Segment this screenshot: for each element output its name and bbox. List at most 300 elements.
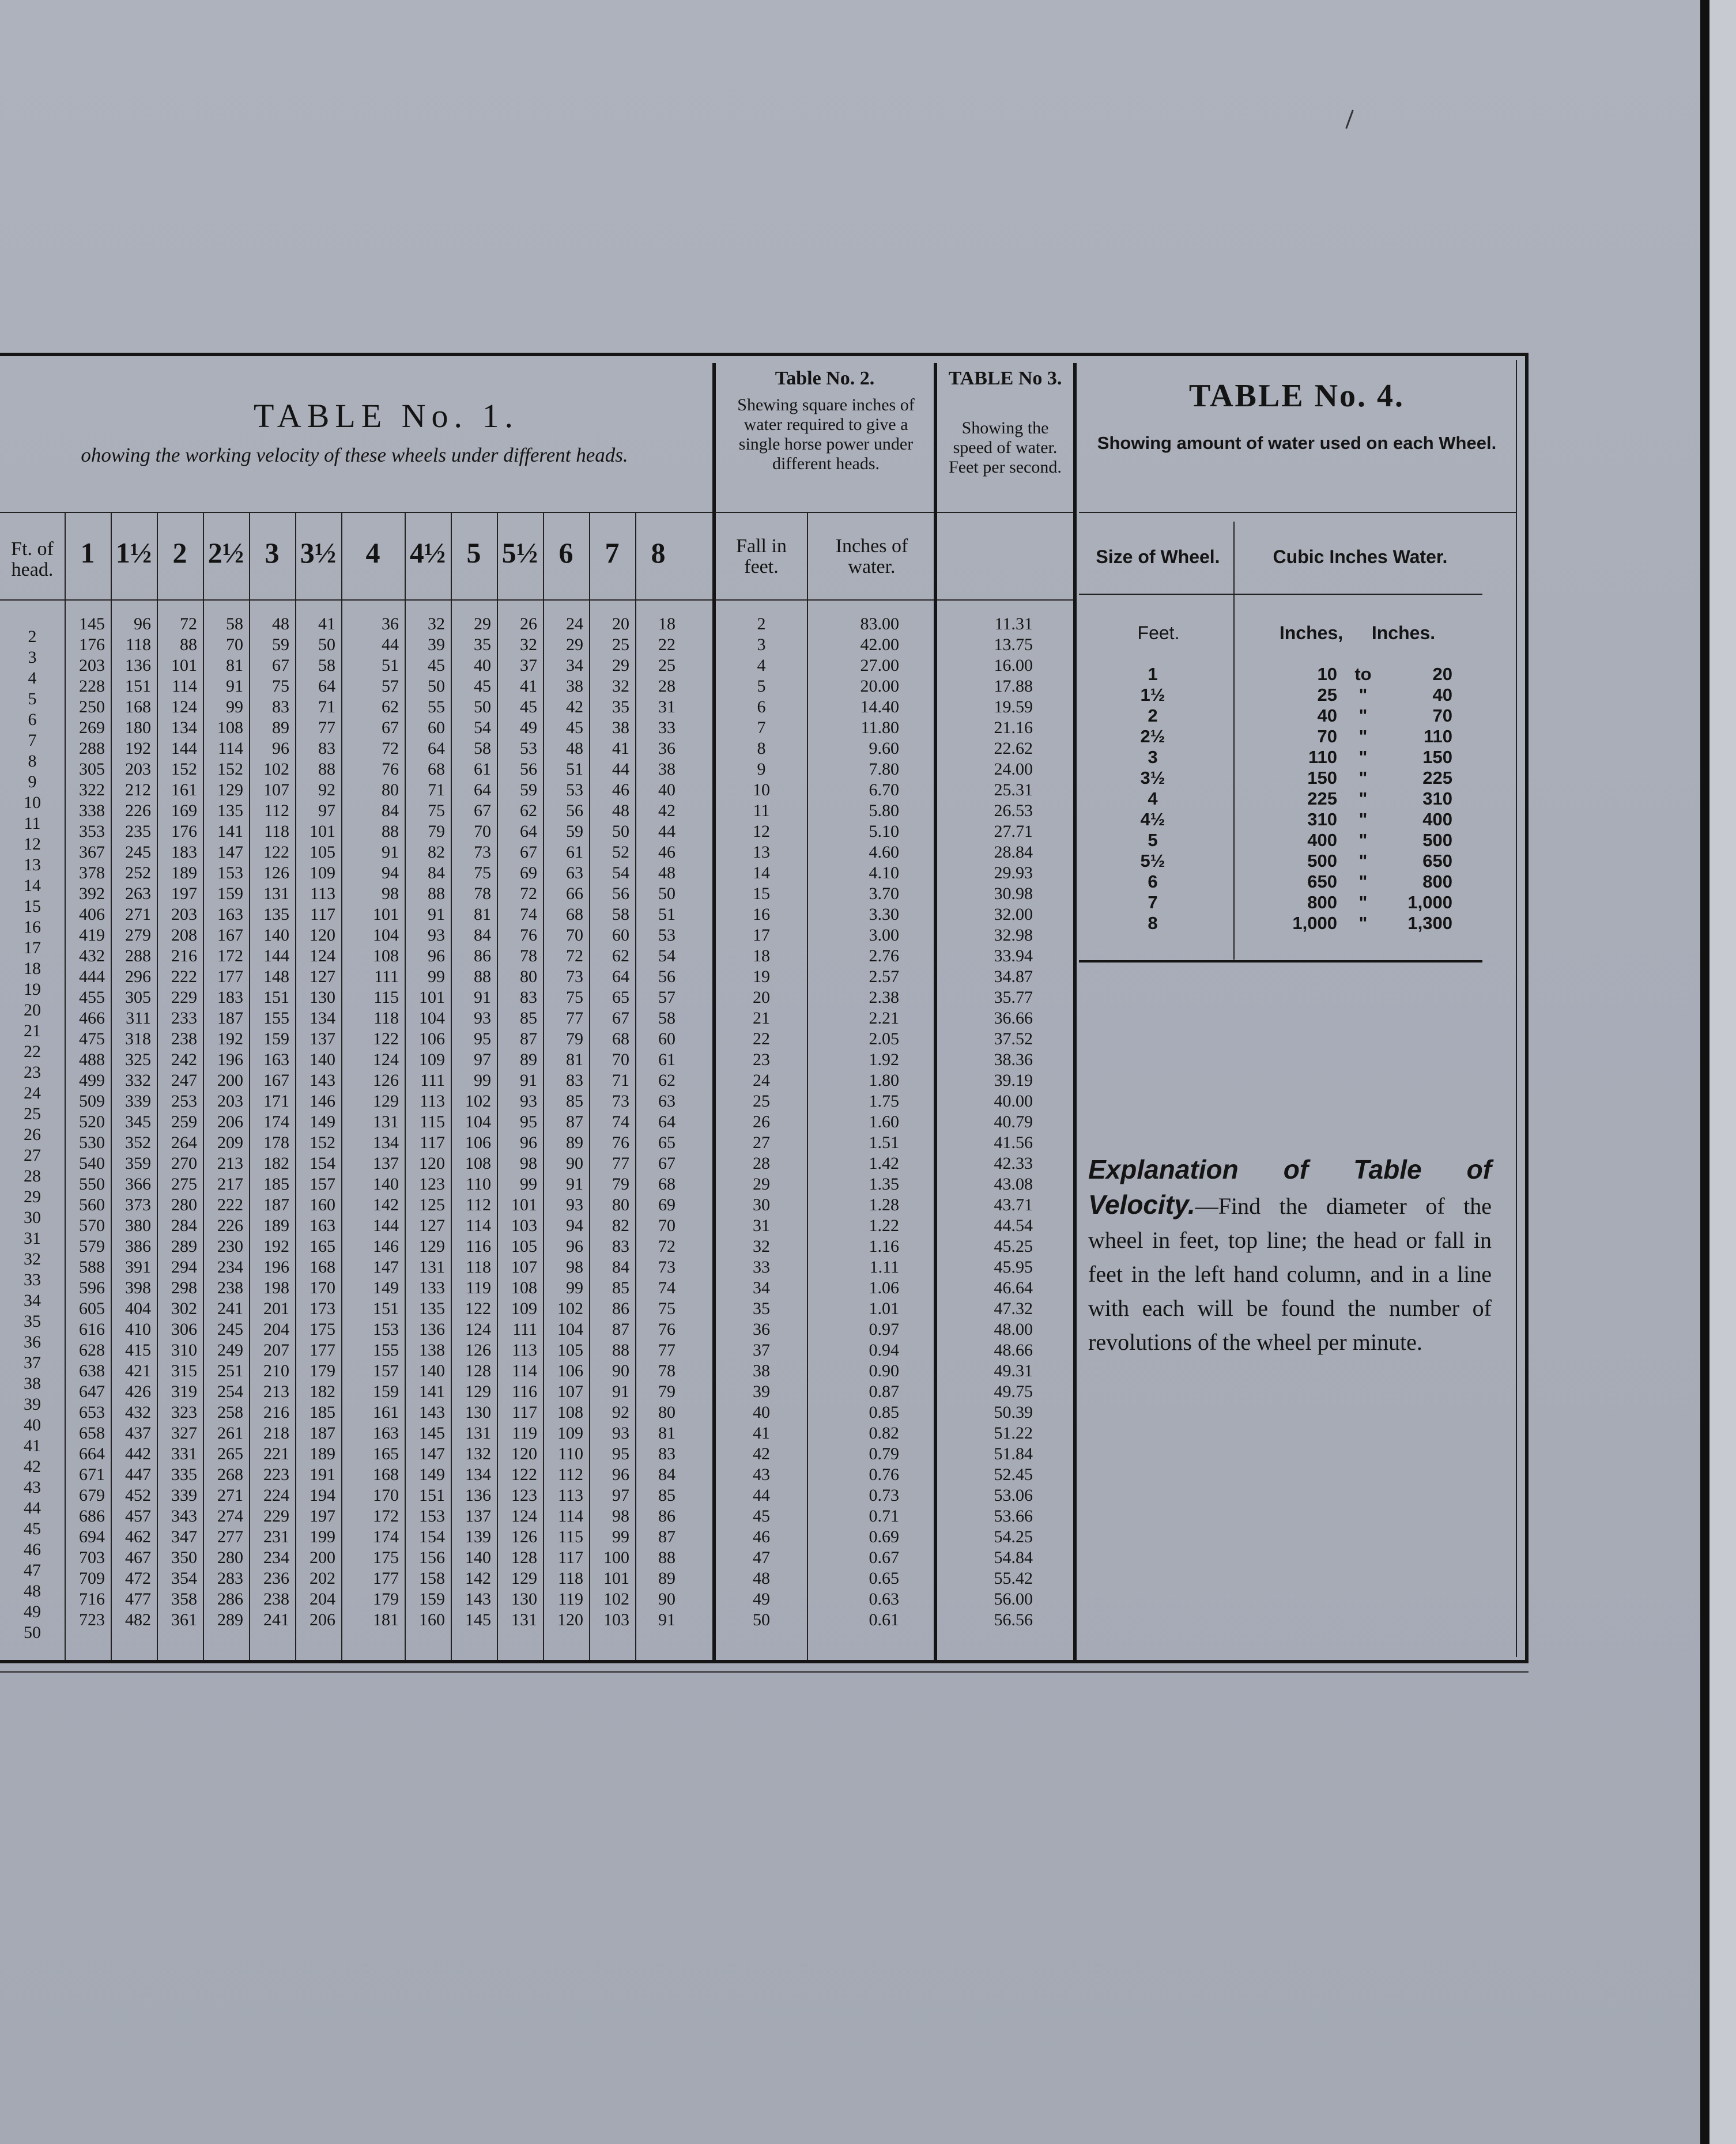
table1-cell: 131: [511, 1610, 537, 1629]
table1-cell: 203: [217, 1092, 243, 1111]
table3-description: Showing the speed of water. Feet per second.: [949, 418, 1062, 477]
table1-cell: 447: [125, 1465, 151, 1484]
table1-cell: 68: [658, 1175, 675, 1194]
table1-cell: 189: [263, 1216, 289, 1235]
table1-cell: 153: [419, 1507, 445, 1526]
table1-cell: 406: [79, 905, 105, 924]
table1-cell: 361: [171, 1610, 197, 1629]
table1-cell: 213: [263, 1382, 289, 1401]
table1-cell: 210: [263, 1361, 289, 1380]
table4-separator: ": [1358, 871, 1368, 892]
table3-speed-cell: 52.45: [994, 1465, 1033, 1484]
table1-cell: 241: [263, 1610, 289, 1629]
table1-head-value: 19: [24, 980, 41, 999]
table2-inches-cell: 1.11: [869, 1258, 899, 1277]
table1-cell: 305: [79, 760, 105, 779]
table2-fall-cell: 10: [753, 780, 770, 799]
table1-cell: 163: [310, 1216, 335, 1235]
table1-cell: 85: [612, 1278, 629, 1297]
frame-right-inner-rule: [1516, 360, 1517, 1657]
table1-cell: 378: [79, 863, 105, 882]
table1-cell: 230: [217, 1237, 243, 1256]
table1-cell: 77: [612, 1154, 629, 1173]
table1-cell: 18: [658, 614, 675, 633]
table1-cell: 104: [373, 926, 399, 945]
table1-cell: 71: [428, 780, 445, 799]
table1-cell: 123: [419, 1175, 445, 1194]
table1-cell: 95: [520, 1112, 537, 1131]
table1-cell: 91: [566, 1175, 583, 1194]
t2-rule: [807, 512, 808, 1660]
table1-cell: 67: [474, 801, 491, 820]
table1-cell: 51: [566, 760, 583, 779]
table2-fall-cell: 15: [753, 884, 770, 903]
table4-separator: ": [1358, 809, 1368, 829]
table1-cell: 134: [310, 1009, 335, 1028]
table1-cell: 140: [373, 1175, 399, 1194]
page-fold-shadow: [1700, 0, 1709, 2144]
table1-cell: 323: [171, 1403, 197, 1422]
table1-cell: 638: [79, 1361, 105, 1380]
table1-cell: 216: [263, 1403, 289, 1422]
table1-cell: 48: [566, 739, 583, 758]
table1-cell: 116: [512, 1382, 537, 1401]
table3-speed-cell: 48.00: [994, 1320, 1033, 1339]
table1-cell: 298: [171, 1278, 197, 1297]
table1-head-value: 17: [24, 938, 41, 957]
table1-cell: 66: [566, 884, 583, 903]
table3-speed-cell: 54.84: [994, 1548, 1033, 1567]
table1-cell: 442: [125, 1444, 151, 1463]
table1-cell: 200: [217, 1071, 243, 1090]
t1-header-rule: [0, 512, 712, 513]
table1-cell: 236: [263, 1569, 289, 1588]
table1-cell: 477: [125, 1590, 151, 1609]
table1-cell: 144: [373, 1216, 399, 1235]
table1-cell: 159: [263, 1029, 289, 1048]
table1-cell: 64: [658, 1112, 675, 1131]
table1-cell: 50: [474, 697, 491, 716]
table1-cell: 338: [79, 801, 105, 820]
table3-speed-cell: 34.87: [994, 967, 1033, 986]
table1-cell: 72: [566, 946, 583, 965]
table1-cell: 283: [217, 1569, 243, 1588]
table1-head-value: 23: [24, 1063, 41, 1082]
table2-inches-cell: 0.90: [869, 1361, 899, 1380]
frame-bottom-rule: [0, 1660, 1529, 1663]
table2-inches-cell: 1.01: [869, 1299, 899, 1318]
table1-cell: 196: [217, 1050, 243, 1069]
table1-cell: 114: [558, 1507, 583, 1526]
table1-head-value: 21: [24, 1021, 41, 1040]
table1-cell: 76: [658, 1320, 675, 1339]
table2-inches-cell: 1.92: [869, 1050, 899, 1069]
table1-cell: 96: [520, 1133, 537, 1152]
table1-subtitle: ohowing the working velocity of these wheels under different heads.: [81, 444, 628, 466]
page-edge: [1709, 0, 1736, 2144]
table1-cell: 176: [79, 635, 105, 654]
table3-speed-cell: 19.59: [994, 697, 1033, 716]
table1-cell: 96: [134, 614, 151, 633]
table1-cell: 75: [658, 1299, 675, 1318]
table1-cell: 288: [79, 739, 105, 758]
table2-inches-cell: 4.60: [869, 843, 899, 862]
table1-cell: 117: [310, 905, 335, 924]
table1-cell: 53: [520, 739, 537, 758]
table1-cell: 88: [428, 884, 445, 903]
table1-cell: 143: [465, 1590, 491, 1609]
table1-cell: 206: [217, 1112, 243, 1131]
table3-speed-cell: 45.95: [994, 1258, 1033, 1277]
t1-colhead-rule: [0, 599, 712, 601]
table1-cell: 96: [272, 739, 289, 758]
table1-cell: 258: [217, 1403, 243, 1422]
table1-cell: 664: [79, 1444, 105, 1463]
table1-cell: 64: [520, 822, 537, 841]
table3-speed-cell: 56.56: [994, 1610, 1033, 1629]
table1-cell: 234: [263, 1548, 289, 1567]
table3-speed-cell: 44.54: [994, 1216, 1033, 1235]
table1-cell: 54: [658, 946, 675, 965]
table1-cell: 98: [612, 1507, 629, 1526]
table3-speed-cell: 33.94: [994, 946, 1033, 965]
table1-cell: 238: [263, 1590, 289, 1609]
table1-cell: 71: [612, 1071, 629, 1090]
table1-cell: 70: [226, 635, 243, 654]
table1-cell: 83: [520, 988, 537, 1007]
table1-cell: 71: [318, 697, 335, 716]
table1-cell: 98: [520, 1154, 537, 1173]
table1-cell: 332: [125, 1071, 151, 1090]
table1-cell: 93: [612, 1424, 629, 1443]
table2-fall-cell: 34: [753, 1278, 770, 1297]
table1-cell: 119: [558, 1590, 583, 1609]
table1-cell: 119: [512, 1424, 537, 1443]
table1-cell: 106: [419, 1029, 445, 1048]
table4-to-cell: 20: [1432, 664, 1452, 684]
table2-fall-cell: 40: [753, 1403, 770, 1422]
table1-cell: 106: [557, 1361, 583, 1380]
table2-fall-cell: 6: [757, 697, 766, 716]
table1-cell: 50: [612, 822, 629, 841]
table4-separator: ": [1358, 913, 1368, 933]
table4-unit-inches-from: Inches,: [1279, 622, 1343, 643]
table1-cell: 222: [217, 1195, 243, 1214]
table1-cell: 192: [263, 1237, 289, 1256]
table1-cell: 107: [557, 1382, 583, 1401]
table1-cell: 29: [474, 614, 491, 633]
table2-fall-cell: 29: [753, 1175, 770, 1194]
table1-cell: 118: [558, 1569, 583, 1588]
table1-cell: 64: [318, 677, 335, 696]
table1-cell: 352: [125, 1133, 151, 1152]
table1-cell: 658: [79, 1424, 105, 1443]
table3-speed-cell: 30.98: [994, 884, 1033, 903]
table1-cell: 141: [217, 822, 243, 841]
table1-cell: 78: [520, 946, 537, 965]
table1-cell: 120: [310, 926, 335, 945]
table1-cell: 120: [511, 1444, 537, 1463]
table1-cell: 202: [310, 1569, 335, 1588]
table2-inches-cell: 5.10: [869, 822, 899, 841]
table1-head-value: 47: [24, 1561, 41, 1580]
table2-inches-cell: 0.67: [869, 1548, 899, 1567]
table1-cell: 50: [318, 635, 335, 654]
table1-cell: 32: [612, 677, 629, 696]
table1-cell: 127: [310, 967, 335, 986]
table4-separator: ": [1358, 788, 1368, 809]
table3-speed-cell: 51.84: [994, 1444, 1033, 1463]
table1-cell: 74: [612, 1112, 629, 1131]
table1-cell: 444: [79, 967, 105, 986]
table1-cell: 93: [566, 1195, 583, 1214]
table1-cell: 716: [79, 1590, 105, 1609]
table1-cell: 305: [125, 988, 151, 1007]
table1-cell: 145: [419, 1424, 445, 1443]
table1-cell: 89: [566, 1133, 583, 1152]
table1-cell: 136: [465, 1486, 491, 1505]
table1-cell: 64: [612, 967, 629, 986]
table1-cell: 118: [126, 635, 151, 654]
table2-description: Shewing square inches of water required to give a single horse power under different heads.: [737, 395, 915, 473]
table1-cell: 51: [382, 656, 399, 675]
table1-cell: 111: [374, 967, 399, 986]
table1-cell: 172: [373, 1507, 399, 1526]
table1-cell: 155: [263, 1009, 289, 1028]
table3-speed-cell: 11.31: [994, 614, 1033, 633]
table4-separator: ": [1358, 726, 1368, 746]
table1-cell: 242: [171, 1050, 197, 1069]
table1-cell: 123: [511, 1486, 537, 1505]
table1-cell: 124: [465, 1320, 491, 1339]
table1-cell: 122: [511, 1465, 537, 1484]
explanation-body: —Find the diameter of the wheel in feet, top line; the head or fall in feet in the left hand column, and in a line with each will be found the number of revolutions of the wheel per minute.: [1088, 1193, 1492, 1355]
table1-cell: 86: [658, 1507, 675, 1526]
table1-cell: 168: [373, 1465, 399, 1484]
table1-cell: 114: [466, 1216, 491, 1235]
table1-cell: 294: [171, 1258, 197, 1277]
table1-cell: 96: [428, 946, 445, 965]
table1-cell: 140: [310, 1050, 335, 1069]
table1-cell: 306: [171, 1320, 197, 1339]
table1-cell: 179: [373, 1590, 399, 1609]
table1-cell: 311: [126, 1009, 151, 1028]
table1-cell: 113: [310, 884, 335, 903]
table1-cell: 343: [171, 1507, 197, 1526]
table2-fall-cell: 23: [753, 1050, 770, 1069]
table1-cell: 58: [474, 739, 491, 758]
table1-cell: 105: [310, 843, 335, 862]
table1-cell: 270: [171, 1154, 197, 1173]
table1-cell: 183: [171, 843, 197, 862]
table2-fall-cell: 36: [753, 1320, 770, 1339]
table1-cell: 70: [566, 926, 583, 945]
table1-cell: 327: [171, 1424, 197, 1443]
table1-cell: 113: [512, 1341, 537, 1360]
table1-cell: 157: [373, 1361, 399, 1380]
table1-cell: 274: [217, 1507, 243, 1526]
table1-cell: 29: [612, 656, 629, 675]
table1-cell: 128: [511, 1548, 537, 1567]
table1-cell: 126: [511, 1527, 537, 1546]
table1-cell: 224: [263, 1486, 289, 1505]
table1-head-value: 24: [24, 1084, 41, 1103]
table1-wheel-size-header: 8: [651, 537, 666, 569]
table2-fall-cell: 8: [757, 739, 766, 758]
table1-cell: 90: [612, 1361, 629, 1380]
table1-cell: 62: [382, 697, 399, 716]
table4-to-cell: 800: [1422, 871, 1452, 892]
table1-head-value: 9: [28, 772, 37, 791]
table1-cell: 70: [474, 822, 491, 841]
table1-cell: 488: [79, 1050, 105, 1069]
table1-cell: 50: [428, 677, 445, 696]
table1-cell: 72: [382, 739, 399, 758]
table2-inches-cell: 0.73: [869, 1486, 899, 1505]
table1-cell: 238: [217, 1278, 243, 1297]
table1-cell: 88: [180, 635, 197, 654]
table1-cell: 80: [612, 1195, 629, 1214]
table1-wheel-size-header: 4½: [409, 537, 446, 569]
table1-cell: 83: [612, 1237, 629, 1256]
table1-cell: 88: [382, 822, 399, 841]
table1-cell: 120: [557, 1610, 583, 1629]
table1-head-value: 11: [24, 814, 41, 833]
table1-cell: 159: [419, 1590, 445, 1609]
table1-cell: 32: [520, 635, 537, 654]
table1-cell: 163: [373, 1424, 399, 1443]
table4-from-cell: 1,000: [1292, 913, 1337, 933]
t1-rule: [451, 512, 452, 1660]
table1-cell: 160: [419, 1610, 445, 1629]
table1-cell: 20: [612, 614, 629, 633]
table4-from-cell: 650: [1307, 871, 1337, 892]
table1-cell: 48: [272, 614, 289, 633]
table1-cell: 109: [419, 1050, 445, 1069]
frame-right-rule: [1525, 353, 1529, 1663]
table1-cell: 94: [382, 863, 399, 882]
table1-cell: 335: [171, 1465, 197, 1484]
table4-separator: ": [1358, 705, 1368, 726]
table4-separator: ": [1358, 851, 1368, 871]
table1-cell: 187: [310, 1424, 335, 1443]
t1-rule: [497, 512, 498, 1660]
table2-fall-cell: 9: [757, 760, 766, 779]
table1-cell: 163: [263, 1050, 289, 1069]
table2-fall-cell: 19: [753, 967, 770, 986]
table1-cell: 509: [79, 1092, 105, 1111]
table1-cell: 142: [465, 1569, 491, 1588]
t1-rule: [405, 512, 406, 1660]
table1-cell: 95: [474, 1029, 491, 1048]
table1-cell: 104: [465, 1112, 491, 1131]
table1-cell: 331: [171, 1444, 197, 1463]
table1-cell: 129: [511, 1569, 537, 1588]
table2-inches-cell: 2.21: [869, 1009, 899, 1028]
table1-cell: 60: [658, 1029, 675, 1048]
table1-cell: 250: [79, 697, 105, 716]
t1-rule: [249, 512, 250, 1660]
table1-cell: 296: [125, 967, 151, 986]
table1-cell: 709: [79, 1569, 105, 1588]
table2-fall-cell: 20: [753, 988, 770, 1007]
t1-rule: [157, 512, 158, 1660]
table1-cell: 74: [658, 1278, 675, 1297]
table1-wheel-size-header: 1½: [115, 537, 152, 569]
table3-speed-cell: 42.33: [994, 1154, 1033, 1173]
table1-cell: 84: [658, 1465, 675, 1484]
table1-cell: 34: [566, 656, 583, 675]
table2-inches-cell: 2.57: [869, 967, 899, 986]
table1-cell: 38: [612, 718, 629, 737]
table1-cell: 56: [566, 801, 583, 820]
table1-cell: 154: [310, 1154, 335, 1173]
table4-unit-feet: Feet.: [1137, 622, 1180, 643]
table1-cell: 419: [79, 926, 105, 945]
table2-inches-cell: 3.70: [869, 884, 899, 903]
table3-speed-cell: 32.98: [994, 926, 1033, 945]
table2-inches-cell: 0.94: [869, 1341, 899, 1360]
table1-cell: 77: [318, 718, 335, 737]
table1-cell: 60: [428, 718, 445, 737]
table1-cell: 653: [79, 1403, 105, 1422]
table1-cell: 271: [125, 905, 151, 924]
table1-cell: 82: [612, 1216, 629, 1235]
table4-size-cell: 4½: [1140, 809, 1165, 829]
table3-speed-cell: 53.06: [994, 1486, 1033, 1505]
table1-cell: 99: [566, 1278, 583, 1297]
table1-cell: 280: [217, 1548, 243, 1567]
table1-cell: 93: [474, 1009, 491, 1028]
table1-cell: 136: [419, 1320, 445, 1339]
table1-cell: 131: [263, 884, 289, 903]
table1-head-value: 26: [24, 1125, 41, 1144]
table1-cell: 72: [658, 1237, 675, 1256]
table1-cell: 129: [217, 780, 243, 799]
table1-cell: 347: [171, 1527, 197, 1546]
table4-to-cell: 40: [1432, 685, 1452, 705]
table1-cell: 83: [566, 1071, 583, 1090]
table1-head-value: 50: [24, 1623, 41, 1642]
table1-cell: 38: [566, 677, 583, 696]
table1-cell: 410: [125, 1320, 151, 1339]
table1-cell: 130: [465, 1403, 491, 1422]
table1-cell: 98: [566, 1258, 583, 1277]
table1-cell: 80: [658, 1403, 675, 1422]
table2-inches-cell: 4.10: [869, 863, 899, 882]
table1-cell: 147: [217, 843, 243, 862]
table1-cell: 108: [511, 1278, 537, 1297]
table4-subtitle: Showing amount of water used on each Wheel.: [1097, 433, 1497, 453]
table1-cell: 81: [474, 905, 491, 924]
table1-cell: 181: [373, 1610, 399, 1629]
table1-cell: 265: [217, 1444, 243, 1463]
table1-cell: 57: [382, 677, 399, 696]
table3-title: TABLE No 3.: [948, 368, 1062, 389]
table1-cell: 119: [466, 1278, 491, 1297]
table1-cell: 175: [310, 1320, 335, 1339]
table4-to-cell: 1,300: [1407, 913, 1452, 933]
table1-cell: 53: [566, 780, 583, 799]
table1-cell: 124: [310, 946, 335, 965]
table1-cell: 77: [658, 1341, 675, 1360]
table1-cell: 115: [558, 1527, 583, 1546]
table1-cell: 53: [658, 926, 675, 945]
table3-speed-cell: 48.66: [994, 1341, 1033, 1360]
t2-colhead-rule: [715, 599, 934, 601]
table2-inches-cell: 7.80: [869, 760, 899, 779]
table1-cell: 81: [566, 1050, 583, 1069]
